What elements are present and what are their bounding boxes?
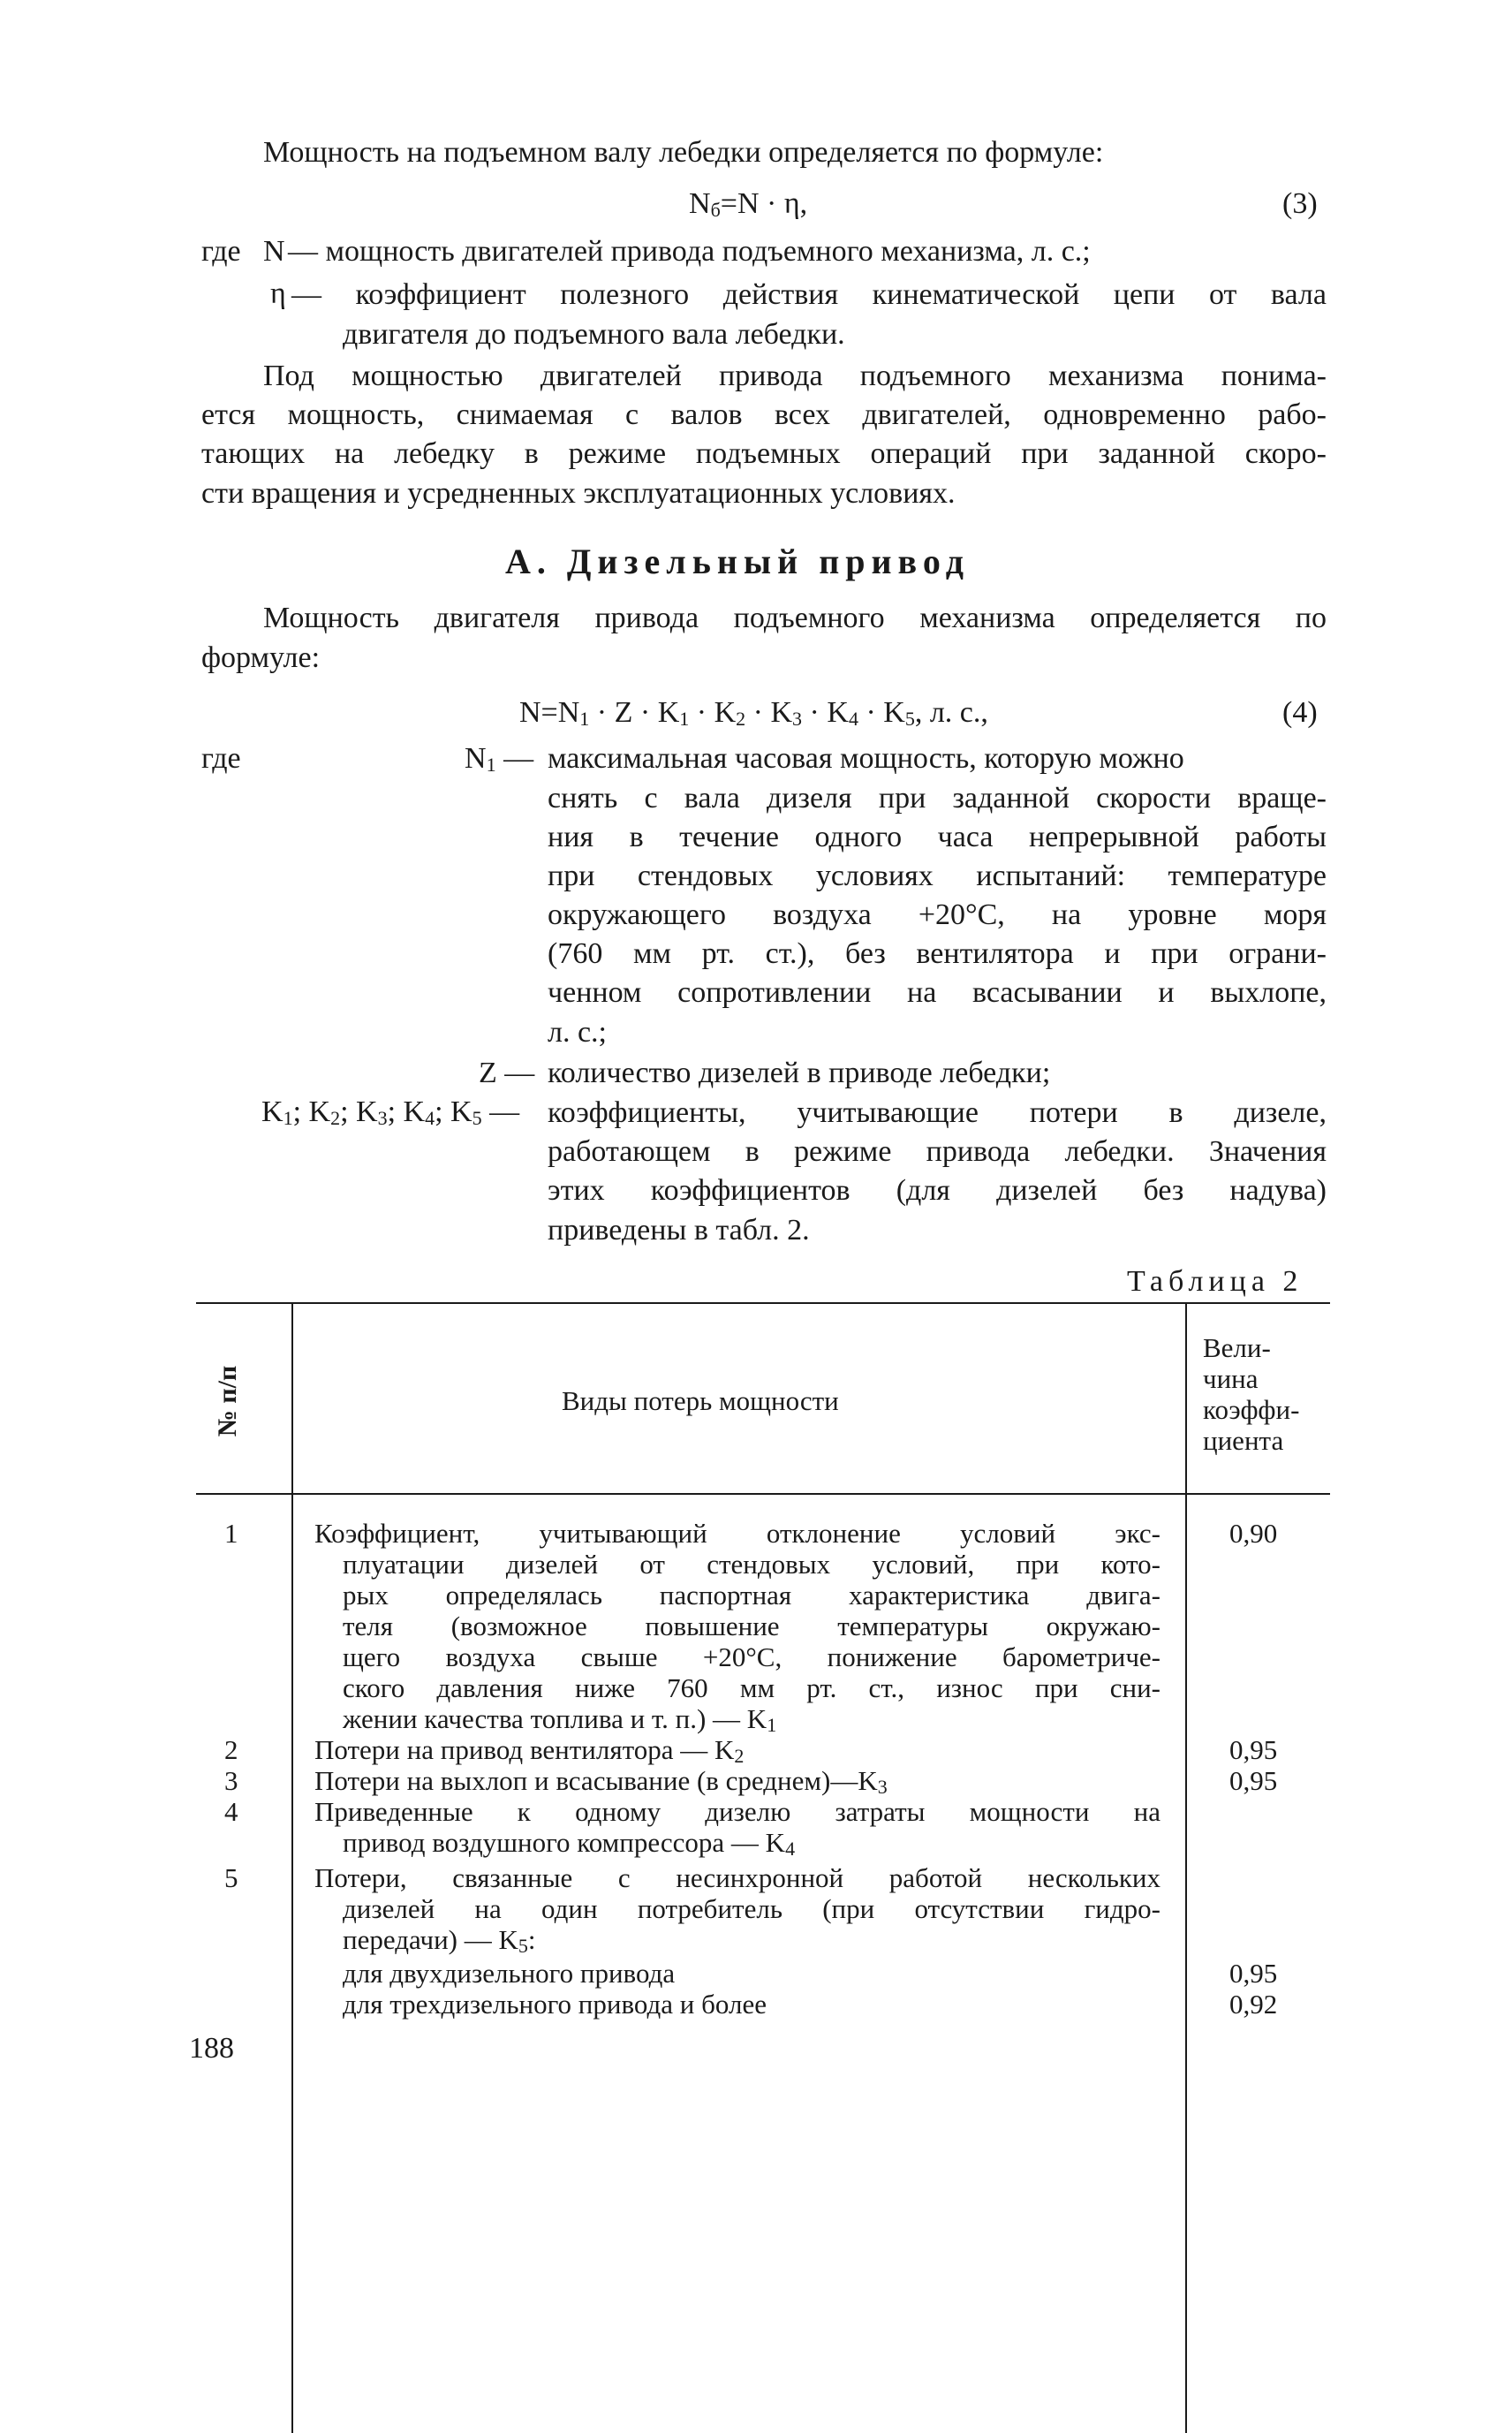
def-k-line: работающем в режиме привода лебедки. Значения [548, 1135, 1327, 1168]
def-n1-line: (760 мм рт. ст.), без вентилятора и при ограни- [548, 937, 1327, 970]
intro-text: Мощность на подъемном валу лебедки определяется по формуле: [263, 136, 1104, 169]
table-header-num: № п/п [213, 1365, 242, 1437]
where-eta-line-2: двигателя до подъемного вала лебедки. [343, 318, 845, 351]
table-row-num: 3 [224, 1765, 238, 1796]
formula-3-number: (3) [1282, 187, 1318, 220]
table-header-value: коэффи- [1203, 1394, 1300, 1425]
def-z-text: количество дизелей в приводе лебедки; [548, 1057, 1051, 1089]
table-row-text: Приведенные к одному дизелю затраты мощности на [314, 1796, 1160, 1827]
table-row-value: 0,90 [1229, 1518, 1278, 1549]
def-n1-line: при стендовых условиях испытаний: температуре [548, 860, 1327, 892]
table-row-num: 1 [224, 1518, 238, 1549]
table-caption: Таблица 2 [1127, 1265, 1304, 1298]
def-k-line: этих коэффициентов (для дизелей без надува) [548, 1174, 1327, 1207]
where-n-desc: — мощность двигателей привода подъемного механизма, л. с.; [288, 235, 1091, 268]
table-row-text: теля (возможное повышение температуры окружаю- [343, 1611, 1160, 1641]
where-eta-symbol: η [270, 277, 286, 310]
table-row-text: дизелей на один потребитель (при отсутствии гидро- [343, 1893, 1160, 1924]
where-eta-line-1: — коэффициент полезного действия кинематической цепи от вала [291, 278, 1327, 311]
def-k-line: коэффициенты, учитывающие потери в дизеле, [548, 1096, 1327, 1129]
defs-where-label: где [201, 742, 241, 775]
table-row-text: привод воздушного компрессора — $K_4$ [343, 1827, 796, 1860]
def-n1-line: максимальная часовая мощность, которую можно [548, 742, 1184, 775]
def-n1-line: ния в течение одного часа непрерывной работы [548, 821, 1327, 853]
def-z-symbol: Z — [479, 1057, 535, 1089]
table-header-value: Вели- [1203, 1332, 1271, 1363]
table-col-divider-2 [1185, 1302, 1187, 2433]
where-n-symbol: N [263, 235, 285, 268]
def-n1-line: л. с.; [548, 1016, 608, 1049]
table-row-text: Потери, связанные с несинхронной работой нескольких [314, 1862, 1160, 1893]
table-header-value: циента [1203, 1425, 1284, 1456]
page-number: 188 [189, 2032, 234, 2065]
table-top-rule [196, 1302, 1330, 1304]
para1-line-1: Под мощностью двигателей привода подъемного механизма понима- [263, 360, 1327, 392]
table-row-num: 4 [224, 1796, 238, 1827]
table-row-value: 0,95 [1229, 1734, 1278, 1765]
table-row-text: щего воздуха свыше +20°С, понижение барометриче- [343, 1641, 1160, 1672]
def-n1-line: окружающего воздуха +20°С, на уровне моря [548, 898, 1327, 931]
table-row-num: 2 [224, 1734, 238, 1765]
formula-4: $N=N_1 \cdot Z \cdot K_1 \cdot K_2 \cdot K_3 \cdot K_4 \cdot K_5$, л. с., [519, 696, 988, 730]
formula-4-number: (4) [1282, 696, 1318, 729]
table-row-value: 0,95 [1229, 1765, 1278, 1796]
para2-line-1: Мощность двигателя привода подъемного механизма определяется по [263, 602, 1327, 634]
para1-line-4: сти вращения и усредненных эксплуатационных условиях. [201, 477, 956, 510]
table-row-text: ского давления ниже 760 мм рт. ст., износ при сни- [343, 1672, 1160, 1703]
table-row-text: Коэффициент, учитывающий отклонение условий экс- [314, 1518, 1160, 1549]
table-row-text: жении качества топлива и т. п.) — $K_1$ [343, 1703, 777, 1736]
def-k-symbols: $K_1$; $K_2$; $K_3$; $K_4$; $K_5$ — [261, 1095, 520, 1129]
table-subrow-value: 0,95 [1229, 1958, 1278, 1989]
table-subrow-value: 0,92 [1229, 1989, 1278, 2020]
para1-line-2: ется мощность, снимаемая с валов всех двигателей, одновременно рабо- [201, 398, 1327, 431]
formula-3: $N_б=N \cdot \eta$, [689, 187, 808, 221]
table-row-text: передачи) — $K_5$: [343, 1924, 536, 1957]
def-n1-symbol: $N_1$ — [465, 742, 534, 776]
table-col-divider-1 [291, 1302, 293, 2433]
para1-line-3: тающих на лебедку в режиме подъемных операций при заданной скоро- [201, 437, 1327, 470]
where-label: где [201, 235, 241, 268]
table-row-text: Потери на привод вентилятора — $K_2$ [314, 1734, 745, 1767]
section-title: А. Дизельный привод [505, 542, 970, 581]
table-row-num: 5 [224, 1862, 238, 1893]
table-row-text: рых определялась паспортная характеристика двига- [343, 1580, 1160, 1611]
table-subrow-text: для двухдизельного привода [343, 1958, 676, 1989]
table-subrow-text: для трехдизельного привода и более [343, 1989, 767, 2020]
table-row-text: Потери на выхлоп и всасывание (в $среднем)—K_3$ [314, 1765, 888, 1798]
def-k-line: приведены в табл. 2. [548, 1214, 810, 1247]
para2-line-2: формуле: [201, 641, 321, 674]
def-n1-line: ченном сопротивлении на всасывании и выхлопе, [548, 976, 1327, 1009]
table-header-rule [196, 1493, 1330, 1495]
table-row-text: плуатации дизелей от стендовых условий, при кото- [343, 1549, 1160, 1580]
table-header-kind: Виды потерь мощности [562, 1385, 839, 1416]
table-header-value: чина [1203, 1363, 1259, 1394]
def-n1-line: снять с вала дизеля при заданной скорости враще- [548, 782, 1327, 815]
